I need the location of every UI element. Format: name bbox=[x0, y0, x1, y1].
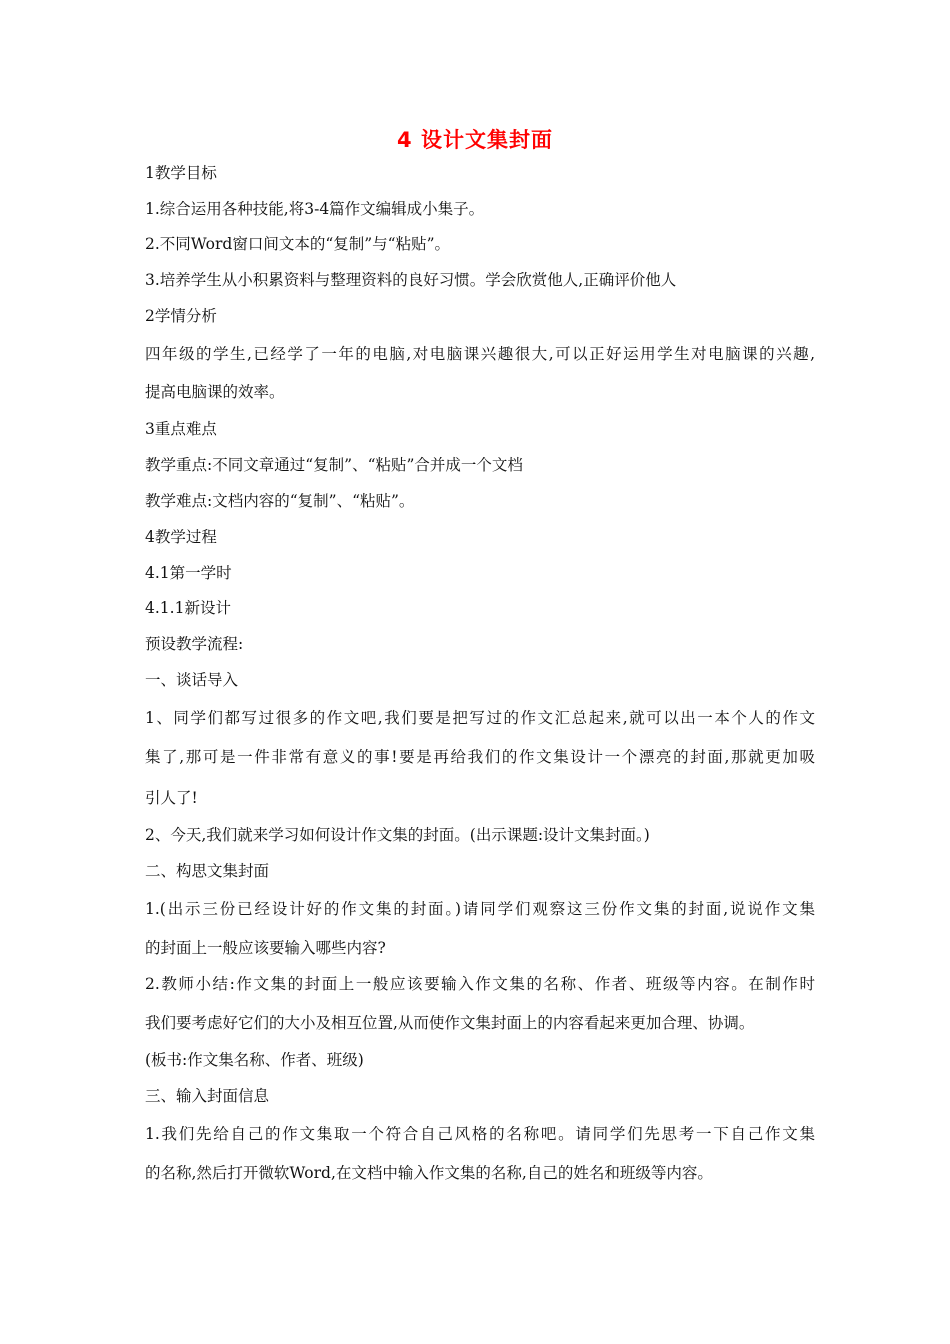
paragraph-line: 2、今天,我们就来学习如何设计作文集的封面。(出示课题:设计文集封面。) bbox=[145, 826, 650, 844]
heading-teaching-goals: 1教学目标 bbox=[145, 164, 217, 182]
section-heading-design: 二、构思文集封面 bbox=[145, 862, 270, 880]
subheading-new-design: 4.1.1新设计 bbox=[145, 599, 231, 617]
heading-key-points: 3重点难点 bbox=[145, 420, 217, 438]
paragraph-line: (板书:作文集名称、作者、班级) bbox=[145, 1051, 364, 1069]
paragraph-line: 四年级的学生,已经学了一年的电脑,对电脑课兴趣很大,可以正好运用学生对电脑课的兴趣, bbox=[145, 345, 815, 363]
paragraph-line: 我们要考虑好它们的大小及相互位置,从而使作文集封面上的内容看起来更加合理、协调。 bbox=[145, 1014, 755, 1032]
paragraph-line: 3.培养学生从小积累资料与整理资料的良好习惯。学会欣赏他人,正确评价他人 bbox=[145, 271, 677, 289]
paragraph-line: 2.教师小结:作文集的封面上一般应该要输入作文集的名称、作者、班级等内容。在制作时 bbox=[145, 975, 815, 993]
paragraph-line: 提高电脑课的效率。 bbox=[145, 383, 285, 401]
paragraph-line: 1.综合运用各种技能,将3-4篇作文编辑成小集子。 bbox=[145, 200, 485, 218]
paragraph-line: 1、同学们都写过很多的作文吧,我们要是把写过的作文汇总起来,就可以出一本个人的作文 bbox=[145, 709, 815, 727]
paragraph-line: 预设教学流程: bbox=[145, 635, 244, 653]
paragraph-line: 的名称,然后打开微软Word,在文档中输入作文集的名称,自己的姓名和班级等内容。 bbox=[145, 1164, 713, 1182]
section-heading-input: 三、输入封面信息 bbox=[145, 1087, 270, 1105]
heading-student-analysis: 2学情分析 bbox=[145, 307, 217, 325]
paragraph-line: 教学重点:不同文章通过“复制”、“粘贴”合并成一个文档 bbox=[145, 456, 523, 474]
subheading-first-lesson: 4.1第一学时 bbox=[145, 564, 232, 582]
paragraph-line: 的封面上一般应该要输入哪些内容? bbox=[145, 939, 386, 957]
heading-teaching-process: 4教学过程 bbox=[145, 528, 217, 546]
paragraph-line: 1.(出示三份已经设计好的作文集的封面。)请同学们观察这三份作文集的封面,说说作文集 bbox=[145, 900, 815, 918]
paragraph-line: 1.我们先给自己的作文集取一个符合自己风格的名称吧。请同学们先思考一下自己作文集 bbox=[145, 1125, 815, 1143]
paragraph-line: 2.不同Word窗口间文本的“复制”与“粘贴”。 bbox=[145, 235, 451, 253]
document-title: 4 设计文集封面 bbox=[397, 128, 553, 152]
paragraph-line: 集了,那可是一件非常有意义的事!要是再给我们的作文集设计一个漂亮的封面,那就更加吸 bbox=[145, 748, 815, 766]
paragraph-line: 教学难点:文档内容的“复制”、“粘贴”。 bbox=[145, 492, 415, 510]
paragraph-line: 引人了! bbox=[145, 789, 198, 807]
section-heading-intro: 一、谈话导入 bbox=[145, 671, 239, 689]
